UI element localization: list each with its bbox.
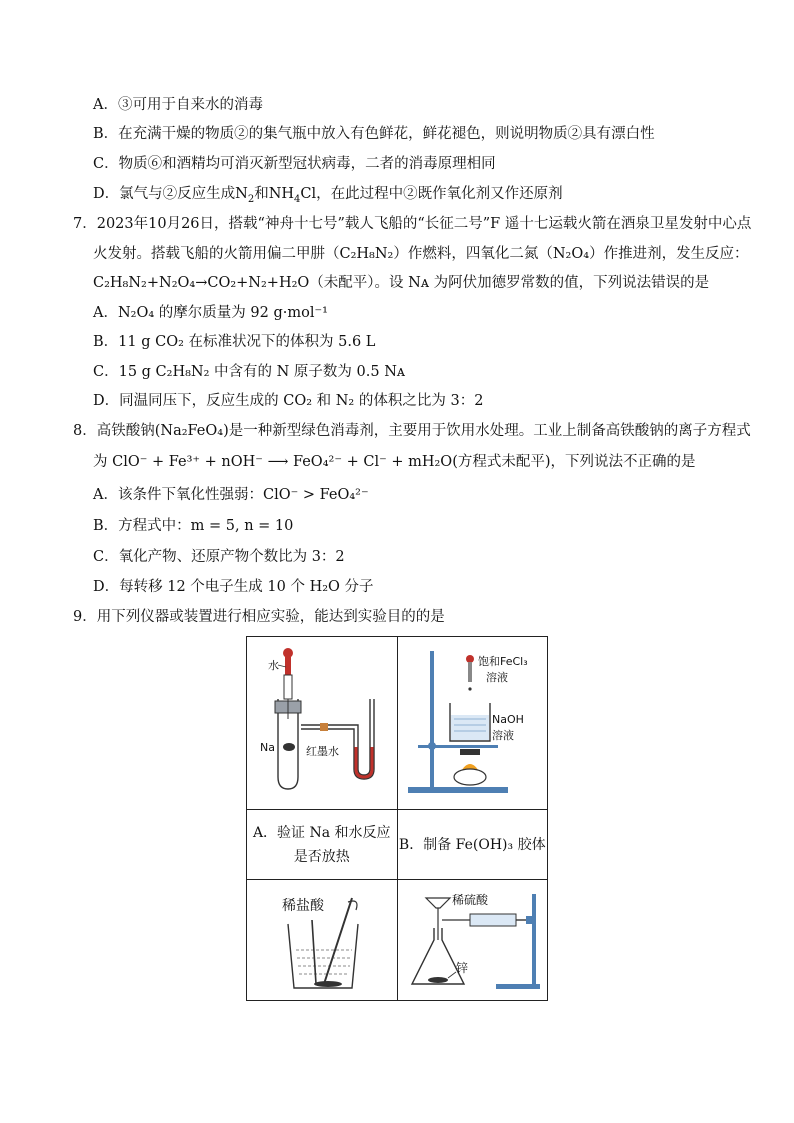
q7-option-d: D．同温同压下，反应生成的 CO₂ 和 N₂ 的体积之比为 3：2 bbox=[93, 393, 484, 409]
label-fecl3-line1: 饱和FeCl₃ bbox=[478, 655, 528, 668]
q6-option-a: A．③可用于自来水的消毒 bbox=[93, 97, 263, 113]
label-naoh-line2: 溶液 bbox=[492, 729, 515, 742]
q7-stem-line1: 7．2023年10月26日，搭载“神舟十七号”载人飞船的“长征二号”F 遥十七运载火箭在酒泉卫星发射中心点 bbox=[73, 216, 752, 232]
figure-d-cell bbox=[397, 880, 548, 1001]
label-zinc: 锌 bbox=[456, 961, 469, 975]
figure-b-fe-oh-3-colloid-apparatus bbox=[398, 637, 546, 805]
label-dilute-hcl: 稀盐酸 bbox=[281, 898, 324, 914]
label-naoh-line1: NaOH bbox=[492, 713, 525, 726]
q6-option-b: B．在充满干燥的物质②的集气瓶中放入有色鲜花，鲜花褪色，则说明物质②具有漂白性 bbox=[93, 126, 655, 142]
label-na: Na bbox=[259, 741, 275, 754]
q6-option-d: D．氯气与②反应生成$N_2$和$NH_4Cl$，在此过程中②既作氧化剂又作还原剂 bbox=[93, 186, 563, 205]
figure-b-cell bbox=[397, 637, 548, 810]
label-dilute-h2so4: 稀硫酸 bbox=[452, 893, 489, 907]
q8-option-d: D．每转移 12 个电子生成 10 个 H₂O 分子 bbox=[93, 579, 374, 595]
q6-option-c: C．物质⑥和酒精均可消灭新型冠状病毒，二者的消毒原理相同 bbox=[93, 156, 496, 172]
q8-option-a: A．该条件下氧化性强弱：ClO⁻ > FeO₄²⁻ bbox=[93, 487, 369, 503]
experiment-table bbox=[246, 636, 548, 1001]
caption-b: B．制备 Fe(OH)₃ 胶体 bbox=[397, 810, 548, 880]
q8-stem-line1: 8．高铁酸钠(Na₂FeO₄)是一种新型绿色消毒剂，主要用于饮用水处理。工业上制备高铁酸钠的离子方程式 bbox=[73, 423, 751, 439]
figure-c-beaker-hcl bbox=[248, 880, 396, 996]
q7-option-a: A．N₂O₄ 的摩尔质量为 92 g·mol⁻¹ bbox=[93, 305, 328, 321]
label-fecl3-line2: 溶液 bbox=[486, 671, 509, 684]
label-red-ink: 红墨水 bbox=[305, 745, 339, 758]
q7-stem-line3: C₂H₈N₂+N₂O₄→CO₂+N₂+H₂O（未配平）。设 Nᴀ 为阿伏加德罗常数的值，下列说法错误的是 bbox=[93, 275, 710, 291]
figure-a-na-water-apparatus bbox=[248, 637, 396, 805]
figure-c-cell bbox=[247, 880, 398, 1001]
q9-stem: 9．用下列仪器或装置进行相应实验，能达到实验目的的是 bbox=[73, 609, 445, 625]
label-water: 水 bbox=[267, 659, 279, 672]
caption-a: A．验证 Na 和水反应 是否放热 bbox=[247, 810, 398, 880]
q8-option-b: B．方程式中：m = 5, n = 10 bbox=[93, 518, 294, 534]
figure-a-cell bbox=[247, 637, 398, 810]
q7-option-b: B．11 g CO₂ 在标准状况下的体积为 5.6 L bbox=[93, 334, 376, 350]
q7-option-c: C．15 g C₂H₈N₂ 中含有的 N 原子数为 0.5 Nᴀ bbox=[93, 364, 406, 380]
q8-stem-line2: 为 ClO⁻ + Fe³⁺ + nOH⁻ ⟶ FeO₄²⁻ + Cl⁻ + mH₂O(方程式未配平)，下列说法不正确的是 bbox=[93, 454, 696, 470]
q8-option-c: C．氧化产物、还原产物个数比为 3：2 bbox=[93, 549, 345, 565]
q7-stem-line2: 火发射。搭载飞船的火箭用偏二甲肼（C₂H₈N₂）作燃料，四氧化二氮（N₂O₄）作推进剂，发生反应： bbox=[93, 246, 749, 262]
figure-d-zn-h2so4-apparatus bbox=[398, 880, 546, 996]
